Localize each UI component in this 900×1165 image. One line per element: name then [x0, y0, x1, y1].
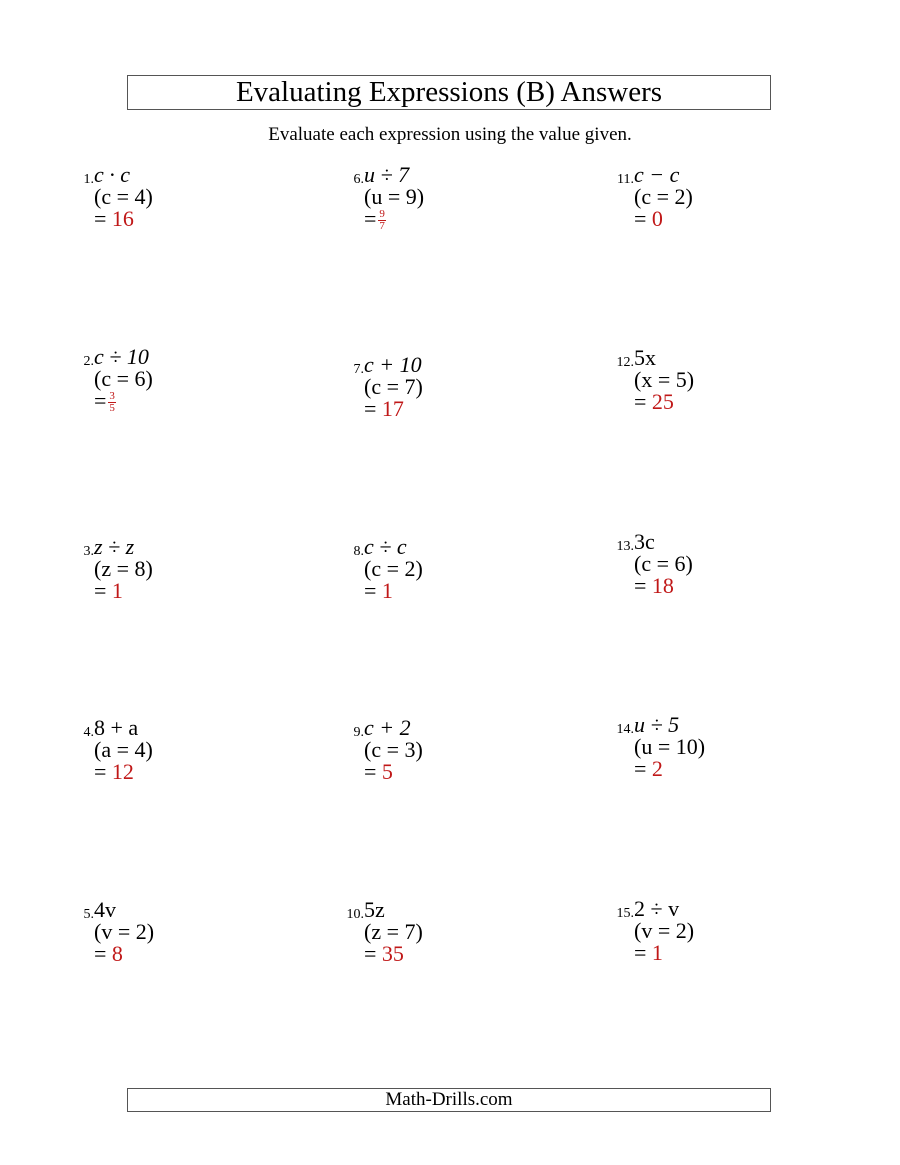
expression: 2 ÷ v	[634, 896, 680, 921]
given-value: (v = 2)	[634, 918, 695, 943]
expression: c + 10	[364, 352, 422, 377]
answer: 8	[111, 941, 123, 966]
problem-number: 5.	[83, 907, 94, 922]
answer-line: = 17	[364, 396, 404, 421]
answer-fraction: $\frac{3}{5}$	[109, 390, 115, 415]
answer: 12	[111, 759, 134, 784]
expression: 4v	[94, 897, 116, 922]
given-value: (c = 3)	[364, 737, 423, 762]
answer: 17	[381, 396, 404, 421]
given-value: (z = 8)	[94, 556, 153, 581]
answer-fraction: $\frac{9}{7}$	[379, 208, 385, 233]
problem-number: 8.	[353, 544, 364, 559]
answer-line: = 25	[634, 389, 674, 414]
footer-site-name: Math-Drills.com	[127, 1088, 771, 1112]
answer-line: = 18	[634, 573, 674, 598]
problem-number: 14.	[616, 722, 634, 737]
given-value: (c = 6)	[634, 551, 693, 576]
given-value: (z = 7)	[364, 919, 423, 944]
expression: 8 + a	[94, 715, 139, 740]
answer: 5	[381, 759, 393, 784]
answer: 18	[651, 573, 674, 598]
problem-number: 10.	[346, 907, 364, 922]
answer: 16	[111, 206, 134, 231]
worksheet-title: Evaluating Expressions (B) Answers	[127, 75, 771, 110]
expression: c + 2	[364, 715, 411, 740]
expression: c ÷ c	[364, 534, 407, 559]
given-value: (c = 2)	[634, 184, 693, 209]
expression: z ÷ z	[94, 534, 135, 559]
expression: c ÷ 10	[94, 344, 149, 369]
given-value: (u = 10)	[634, 734, 706, 759]
answer-line: = 12	[94, 759, 134, 784]
answer: 1	[651, 940, 663, 965]
answer-line: = 1	[634, 940, 663, 965]
answer: 0	[651, 206, 663, 231]
problem-number: 11.	[617, 172, 634, 187]
problem-number: 2.	[83, 354, 94, 369]
expression: c − c	[634, 162, 680, 187]
given-value: (a = 4)	[94, 737, 153, 762]
problem-number: 15.	[616, 906, 634, 921]
answer: 35	[381, 941, 404, 966]
answer: 2	[651, 756, 663, 781]
answer-line: = 1	[364, 578, 393, 603]
problem-number: 4.	[83, 725, 94, 740]
answer-line: = 2	[634, 756, 663, 781]
expression: 3c	[634, 529, 655, 554]
given-value: (v = 2)	[94, 919, 155, 944]
instructions: Evaluate each expression using the value given.	[268, 124, 632, 145]
expression: c · c	[94, 162, 131, 187]
given-value: (c = 7)	[364, 374, 423, 399]
answer-line: = 0	[634, 206, 663, 231]
answer: 25	[651, 389, 674, 414]
given-value: (x = 5)	[634, 367, 695, 392]
problem-number: 1.	[83, 172, 94, 187]
expression: u ÷ 5	[634, 712, 680, 737]
answer-line: = 1	[94, 578, 123, 603]
answer-line: = 35	[364, 941, 404, 966]
answer-line: = 5	[364, 759, 393, 784]
problem-number: 12.	[616, 355, 634, 370]
problem-number: 7.	[353, 362, 364, 377]
expression: 5x	[634, 345, 656, 370]
expression: 5z	[364, 897, 385, 922]
problem-number: 3.	[83, 544, 94, 559]
given-value: (c = 6)	[94, 366, 153, 391]
answer: 1	[111, 578, 123, 603]
answer-line: = 8	[94, 941, 123, 966]
given-value: (u = 9)	[364, 184, 425, 209]
given-value: (c = 2)	[364, 556, 423, 581]
problem-number: 13.	[616, 539, 634, 554]
answer-line: = 16	[94, 206, 134, 231]
problem-number: 6.	[353, 172, 364, 187]
problem-number: 9.	[353, 725, 364, 740]
answer-line: = $\frac{9}{7}$	[364, 206, 385, 233]
given-value: (c = 4)	[94, 184, 153, 209]
answer: 1	[381, 578, 393, 603]
answer-line: = $\frac{3}{5}$	[94, 388, 115, 415]
expression: u ÷ 7	[364, 162, 410, 187]
